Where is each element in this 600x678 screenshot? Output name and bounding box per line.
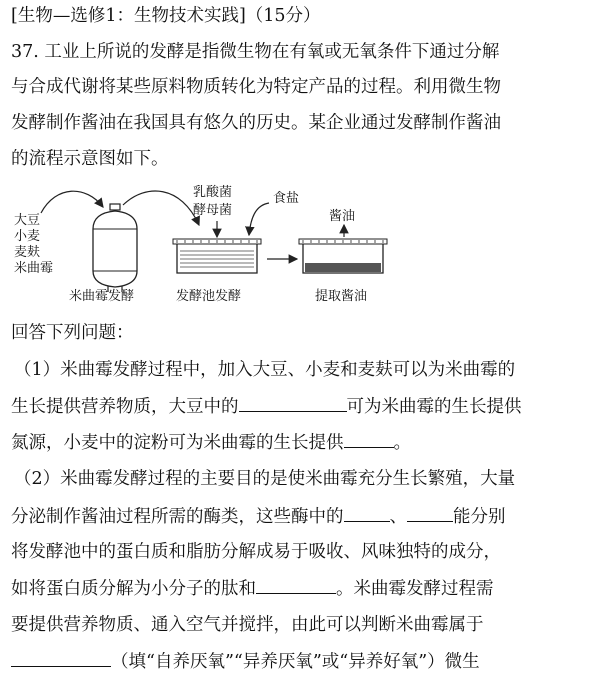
question-intro-line-1: 37. 工业上所说的发酵是指微生物在有氧或无氧条件下通过分解 <box>11 42 500 62</box>
part1-line-2b: 可为米曲霉的生长提供 <box>346 397 522 417</box>
stage-label-aspergillus-fermentation: 米曲霉发酵 <box>69 289 135 304</box>
microbe-label-lactobacillus: 乳酸菌 <box>193 185 233 200</box>
fermentation-pool-icon <box>173 239 261 273</box>
part2-line-4 <box>11 577 494 600</box>
part1-line-1: （1）米曲霉发酵过程中，加入大豆、小麦和麦麸可以为米曲霉的 <box>14 360 516 380</box>
stage-label-pool-fermentation: 发酵池发酵 <box>176 289 242 304</box>
part2-line-4a: 如将蛋白质分解为小分子的肽和 <box>11 579 256 599</box>
fermentation-tank-icon <box>93 204 137 292</box>
answer-prompt: 回答下列问题： <box>11 323 134 343</box>
answer-blank-3[interactable] <box>344 505 390 522</box>
part1-line-2a: 生长提供营养物质，大豆中的 <box>11 397 239 417</box>
microbe-label-yeast: 酵母菌 <box>193 203 233 218</box>
input-wheat: 小麦 <box>14 229 41 244</box>
arrow-salt <box>249 203 269 235</box>
answer-blank-2[interactable] <box>344 431 394 448</box>
part1-line-3a: 氮源，小麦中的淀粉可为米曲霉的生长提供 <box>11 433 344 453</box>
input-aspergillus: 米曲霉 <box>14 261 54 276</box>
salt-label: 食盐 <box>273 191 300 206</box>
question-intro-line-3: 发酵制作酱油在我国具有悠久的历史。某企业通过发酵制作酱油 <box>11 113 501 133</box>
part2-line-2c: 能分别 <box>453 507 506 527</box>
section-header: [生物—选修1：生物技术实践]（15分） <box>11 6 321 26</box>
raw-materials-list <box>14 213 60 277</box>
part2-line-6-text: （填“自养厌氧”“异养厌氧”或“异养好氧”）微生 <box>111 652 480 672</box>
process-diagram <box>11 185 411 310</box>
stage-label-extraction: 提取酱油 <box>315 289 368 304</box>
arrow-inputs-to-tank <box>41 191 103 213</box>
part2-line-4b: 。米曲霉发酵过程需 <box>336 579 494 599</box>
part2-line-2a: 分泌制作酱油过程所需的酶类，这些酶中的 <box>11 507 344 527</box>
part1-line-2 <box>11 395 522 418</box>
part2-line-5: 要提供营养物质、通入空气并搅拌，由此可以判断米曲霉属于 <box>11 615 484 635</box>
part1-line-3b: 。 <box>393 433 411 453</box>
part1-line-3 <box>11 431 411 454</box>
answer-blank-5[interactable] <box>256 577 336 594</box>
product-label: 酱油 <box>329 209 356 224</box>
part2-line-2 <box>11 505 506 528</box>
part2-line-2b: 、 <box>389 507 407 527</box>
part2-line-1: （2）米曲霉发酵过程的主要目的是使米曲霉充分生长繁殖，大量 <box>14 469 516 489</box>
question-intro-line-2: 与合成代谢将某些原料物质转化为特定产品的过程。利用微生物 <box>11 77 501 97</box>
part2-line-6 <box>11 650 480 673</box>
answer-blank-6[interactable] <box>11 650 111 667</box>
answer-blank-4[interactable] <box>407 505 453 522</box>
question-intro-line-4: 的流程示意图如下。 <box>11 149 169 169</box>
input-soybean: 大豆 <box>14 213 41 228</box>
answer-blank-1[interactable] <box>239 395 347 412</box>
part2-line-3: 将发酵池中的蛋白质和脂肪分解成易于吸收、风味独特的成分， <box>11 542 501 562</box>
extraction-tank-icon <box>299 239 387 273</box>
input-bran: 麦麸 <box>14 245 41 260</box>
